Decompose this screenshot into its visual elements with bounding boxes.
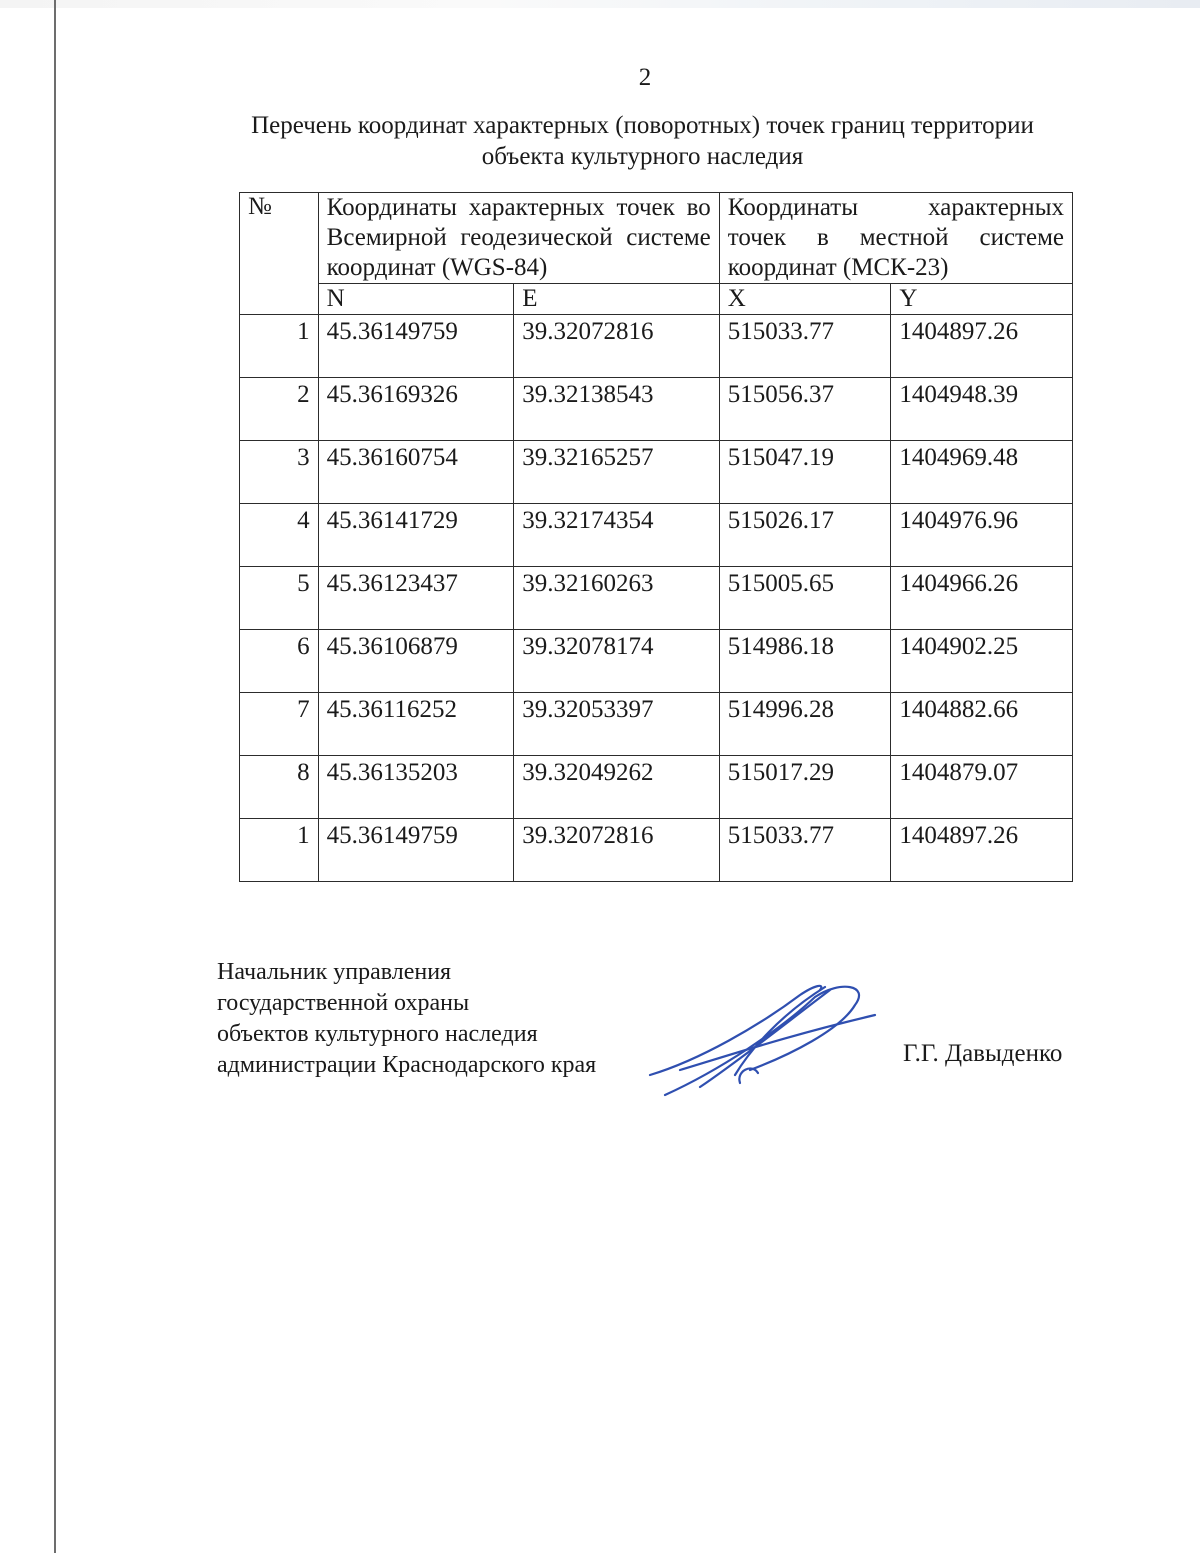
table-header-row <box>240 193 1073 284</box>
point-index-cell: 8 <box>240 756 319 819</box>
e-coordinate-cell: 39.32165257 <box>514 441 720 504</box>
point-index-cell: 6 <box>240 630 319 693</box>
subheader-y: Y <box>891 284 1073 315</box>
x-coordinate-cell: 514996.28 <box>719 693 891 756</box>
point-index-cell: 2 <box>240 378 319 441</box>
table-row <box>240 630 1073 693</box>
point-index-cell: 1 <box>240 819 319 882</box>
subheader-x: X <box>719 284 891 315</box>
table-row <box>240 756 1073 819</box>
y-coordinate-cell: 1404976.96 <box>891 504 1073 567</box>
x-coordinate-cell: 515056.37 <box>719 378 891 441</box>
point-index-cell: 7 <box>240 693 319 756</box>
handwritten-signature <box>640 975 880 1105</box>
wgs-column-header: Координаты характерных точек во Всемирной геодезической системе координат (WGS-84) <box>318 193 719 284</box>
point-index-cell: 4 <box>240 504 319 567</box>
table-row <box>240 819 1073 882</box>
x-coordinate-cell: 514986.18 <box>719 630 891 693</box>
e-coordinate-cell: 39.32049262 <box>514 756 720 819</box>
point-index-cell: 3 <box>240 441 319 504</box>
x-coordinate-cell: 515017.29 <box>719 756 891 819</box>
number-column-header: № <box>240 193 319 315</box>
table-row <box>240 504 1073 567</box>
coordinates-table <box>239 192 1073 882</box>
msk-column-header: Координаты характерных точек в местной системе координат (МСК-23) <box>719 193 1072 284</box>
subheader-n: N <box>318 284 514 315</box>
y-coordinate-cell: 1404902.25 <box>891 630 1073 693</box>
table-row <box>240 693 1073 756</box>
x-coordinate-cell: 515005.65 <box>719 567 891 630</box>
point-index-cell: 1 <box>240 315 319 378</box>
y-coordinate-cell: 1404969.48 <box>891 441 1073 504</box>
e-coordinate-cell: 39.32138543 <box>514 378 720 441</box>
table-row <box>240 315 1073 378</box>
e-coordinate-cell: 39.32053397 <box>514 693 720 756</box>
title-line-1: Перечень координат характерных (поворотных) точек границ территории <box>251 112 1034 139</box>
n-coordinate-cell: 45.36135203 <box>318 756 514 819</box>
x-coordinate-cell: 515026.17 <box>719 504 891 567</box>
x-coordinate-cell: 515033.77 <box>719 315 891 378</box>
table-row <box>240 441 1073 504</box>
e-coordinate-cell: 39.32072816 <box>514 819 720 882</box>
e-coordinate-cell: 39.32174354 <box>514 504 720 567</box>
e-coordinate-cell: 39.32078174 <box>514 630 720 693</box>
position-line-3: объектов культурного наследия <box>217 1021 538 1047</box>
table-row <box>240 378 1073 441</box>
y-coordinate-cell: 1404882.66 <box>891 693 1073 756</box>
n-coordinate-cell: 45.36169326 <box>318 378 514 441</box>
y-coordinate-cell: 1404966.26 <box>891 567 1073 630</box>
e-coordinate-cell: 39.32072816 <box>514 315 720 378</box>
position-line-2: государственной охраны <box>217 990 470 1016</box>
document-title <box>200 110 1085 172</box>
point-index-cell: 5 <box>240 567 319 630</box>
title-line-2: объекта культурного наследия <box>481 143 804 170</box>
n-coordinate-cell: 45.36149759 <box>318 819 514 882</box>
y-coordinate-cell: 1404897.26 <box>891 819 1073 882</box>
page-number: 2 <box>638 64 652 91</box>
position-line-4: администрации Краснодарского края <box>217 1052 597 1078</box>
x-coordinate-cell: 515033.77 <box>719 819 891 882</box>
n-coordinate-cell: 45.36106879 <box>318 630 514 693</box>
signer-name: Г.Г. Давыденко <box>903 1040 1063 1067</box>
y-coordinate-cell: 1404897.26 <box>891 315 1073 378</box>
n-coordinate-cell: 45.36160754 <box>318 441 514 504</box>
n-coordinate-cell: 45.36149759 <box>318 315 514 378</box>
e-coordinate-cell: 39.32160263 <box>514 567 720 630</box>
x-coordinate-cell: 515047.19 <box>719 441 891 504</box>
n-coordinate-cell: 45.36141729 <box>318 504 514 567</box>
n-coordinate-cell: 45.36123437 <box>318 567 514 630</box>
table-row <box>240 567 1073 630</box>
signature-block <box>217 957 596 1081</box>
y-coordinate-cell: 1404879.07 <box>891 756 1073 819</box>
y-coordinate-cell: 1404948.39 <box>891 378 1073 441</box>
table-subheader-row <box>240 284 1073 315</box>
position-line-1: Начальник управления <box>217 959 452 985</box>
subheader-e: E <box>514 284 720 315</box>
n-coordinate-cell: 45.36116252 <box>318 693 514 756</box>
page-left-edge <box>54 0 56 1553</box>
scan-top-strip <box>0 0 1200 8</box>
